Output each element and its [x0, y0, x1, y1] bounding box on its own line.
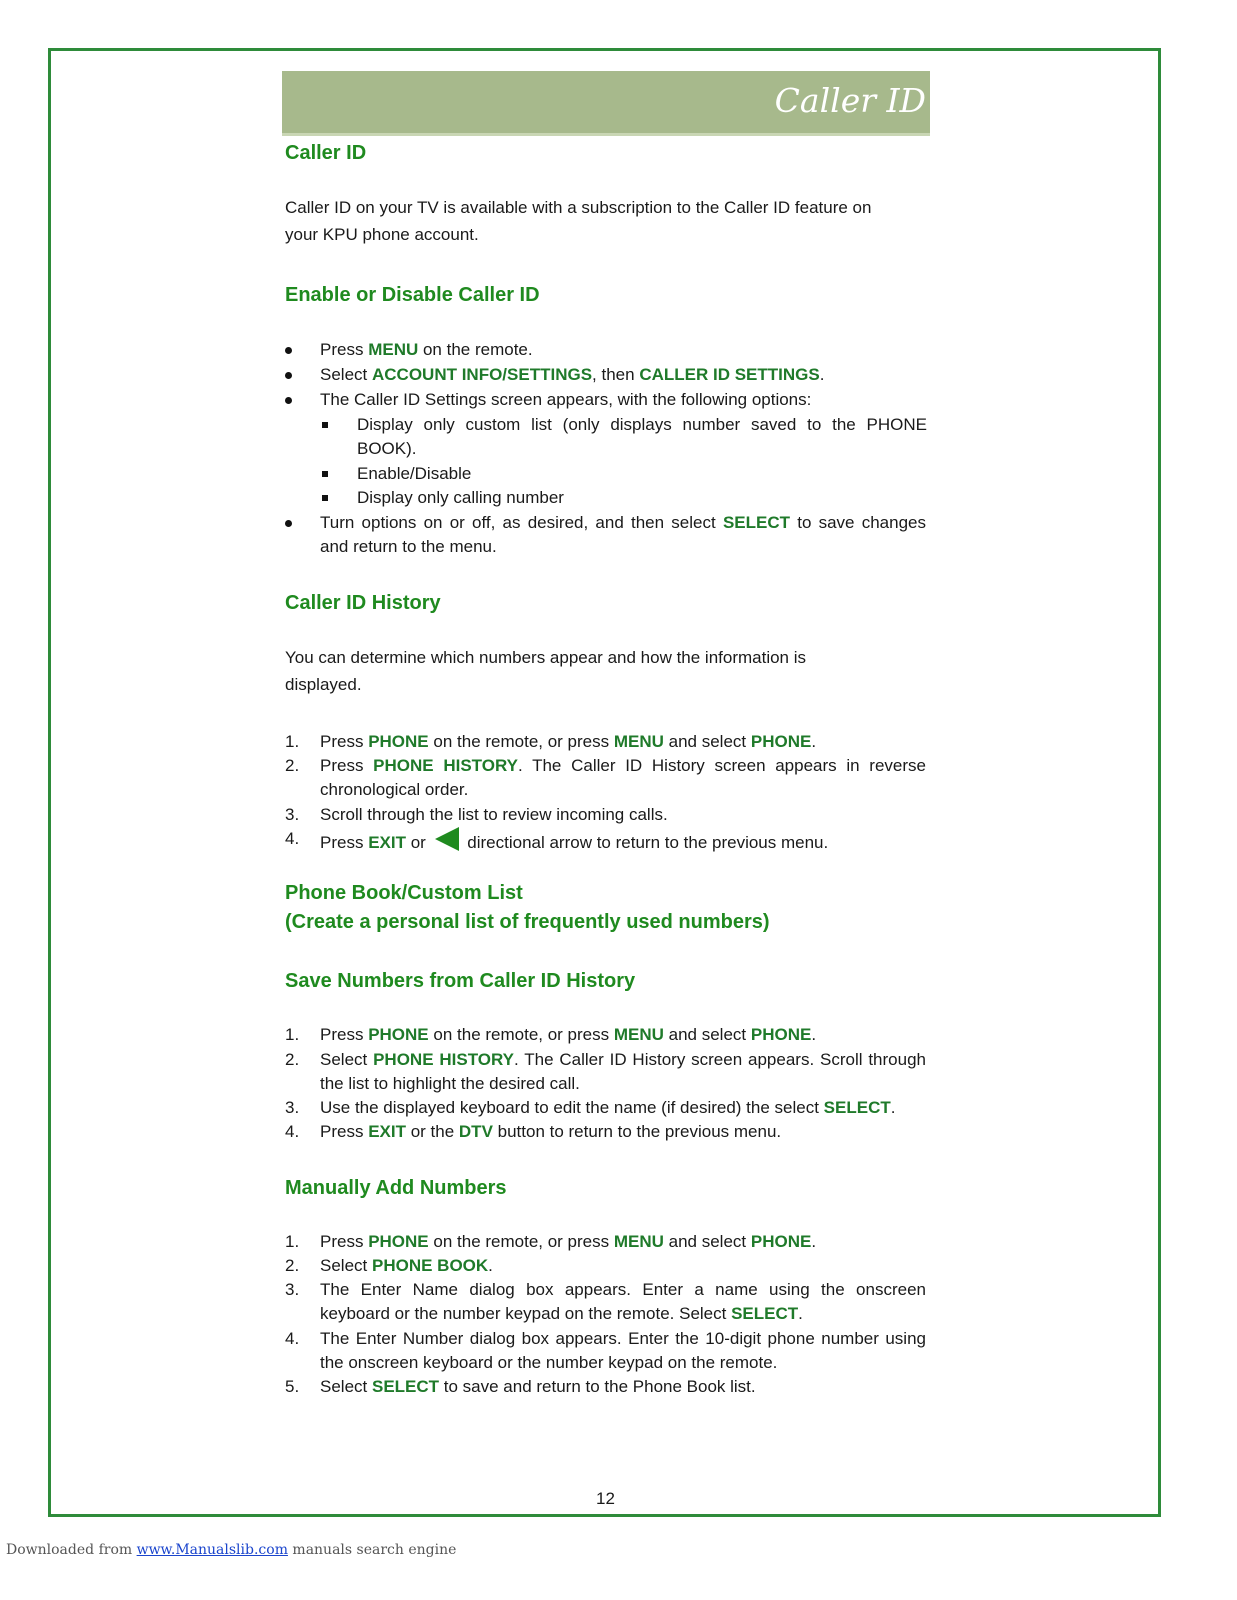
heading-save-numbers: Save Numbers from Caller ID History — [285, 970, 636, 992]
square-bullet-icon — [322, 422, 328, 428]
heading-phone-book-subtitle: (Create a personal list of frequently used numbers) — [285, 911, 770, 933]
bullet-icon — [285, 372, 292, 379]
left-arrow-icon — [435, 827, 459, 851]
heading-caller-id-history: Caller ID History — [285, 592, 441, 614]
heading-enable-disable: Enable or Disable Caller ID — [285, 284, 540, 306]
page-number: 12 — [596, 1489, 615, 1508]
heading-manually-add: Manually Add Numbers — [285, 1177, 507, 1199]
caller-id-intro: Caller ID on your TV is available with a subscription to the Caller ID feature on your KPU phone account. — [285, 198, 872, 244]
bullet-icon — [285, 397, 292, 404]
heading-phone-book: Phone Book/Custom List — [285, 882, 523, 904]
bullet-icon — [285, 347, 292, 354]
footer-note: Downloaded from www.Manualslib.com manuals search engine — [6, 1542, 457, 1558]
bullet-icon — [285, 520, 292, 527]
manualslib-link[interactable]: www.Manualslib.com — [136, 1542, 288, 1558]
square-bullet-icon — [322, 471, 328, 477]
banner-title: Caller ID — [774, 81, 926, 120]
header-banner — [282, 71, 930, 136]
square-bullet-icon — [322, 495, 328, 501]
heading-caller-id: Caller ID — [285, 142, 367, 164]
history-intro: You can determine which numbers appear and how the information is displayed. — [285, 648, 807, 694]
